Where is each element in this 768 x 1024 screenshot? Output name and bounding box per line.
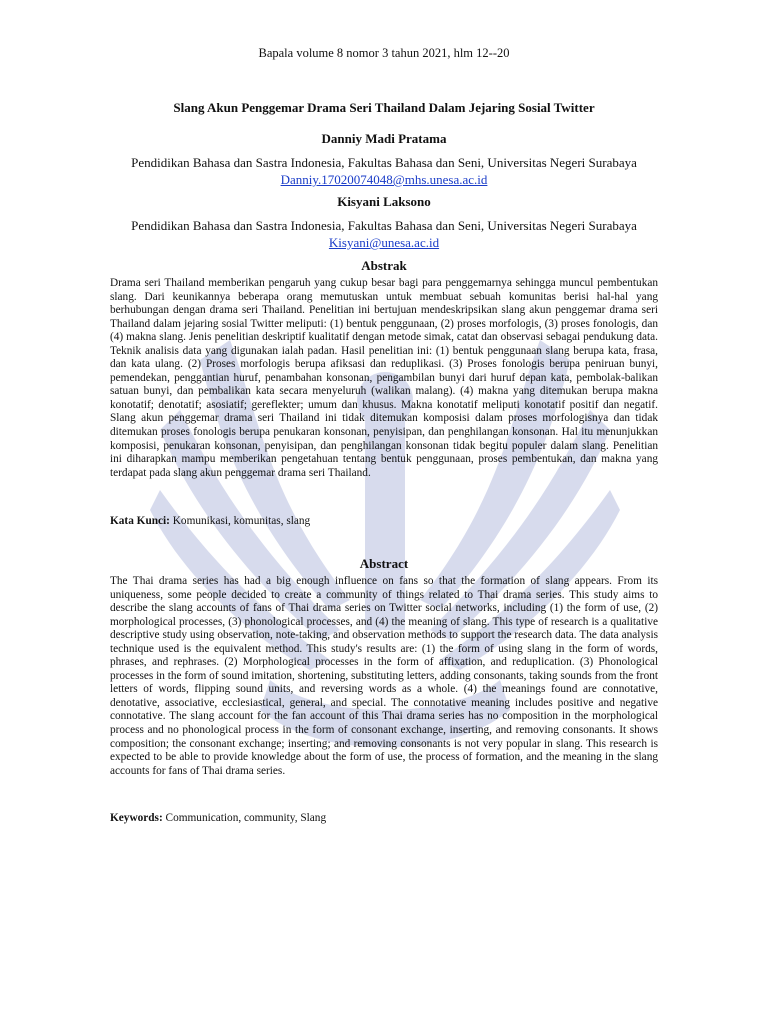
paper-title: Slang Akun Penggemar Drama Seri Thailand Dalam Jejaring Sosial Twitter — [173, 100, 595, 115]
abstract-heading: Abstract — [359, 556, 409, 571]
running-head: Bapala volume 8 nomor 3 tahun 2021, hlm 12--20 — [258, 46, 510, 60]
abstrak-body: Drama seri Thailand memberikan pengaruh yang cukup besar bagi para penggemarnya sehingga muncul pembentukan slang. Dari keunikannya beberapa orang memutuskan untuk membuat sebuah komunitas berisi hal-hal yang berhubungan dengan drama seri Thailand. Penelitian ini bertujuan mendeskripsikan slang akun penggemar drama seri Thailand dalam jejaring sosial Twitter meliputi: (1) bentuk penggunaan, (2) proses morfologis, (3) proses fonologis, dan (4) makna slang. Jenis penelitian deskriptif kualitatif dengan metode simak, catat dan observasi sebagai pendukung data. Teknik analisis data yang digunakan ialah padan. Hasil penelitian ini: (1) bentuk penggunaan slang berupa kata, frasa, dan kata ulang. (2) Proses morfologis berupa afiksasi dan reduplikasi. (3) Proses fonologis berupa peniruan bunyi, pemendekan, penggantian huruf, penambahan konsonan, pengambilan bunyi dari huruf depan kata, pembolak-balikan satuan bunyi, dan pembalikan kata secara menyeluruh (walikan malang). (4) makna yang ditemukan berupa makna konotatif; denotatif; asosiatif; gereflekter; umum dan khusus. Makna konotatif meliputi konotatif positif dan negatif. Slang akun penggemar drama seri Thailand ini tidak ditemukan komposisi dalam proses morfologisnya dan tidak ditemukan proses fonologis berupa penukaran konsonan, penyisipan, dan penghilangan konsonan. Hal itu menunjukkan komposisi, penukaran konsonan, penyisipan, dan penghilangan konsonan tidak begitu populer dalam slang. Penelitian ini diharapkan mampu memberikan pengetahuan tentang bentuk penggunaan, proses pembentukan, dan makna yang terdapat pada slang akun penggemar drama seri Thailand. — [110, 277, 658, 479]
keywords-label: Kata Kunci: — [110, 515, 170, 527]
author-block-2 — [0, 194, 768, 252]
abstract-keywords — [110, 812, 658, 826]
keywords-text: Communication, community, Slang — [162, 812, 327, 824]
keywords-text: Komunikasi, komunitas, slang — [169, 515, 311, 527]
author-affiliation: Pendidikan Bahasa dan Sastra Indonesia, Fakultas Bahasa dan Seni, Universitas Negeri Surabaya — [131, 218, 637, 233]
author-name: Danniy Madi Pratama — [321, 131, 447, 146]
abstrak-heading: Abstrak — [361, 258, 407, 273]
author-name: Kisyani Laksono — [337, 194, 431, 209]
author-email-link[interactable]: Kisyani@unesa.ac.id — [328, 235, 440, 250]
author-affiliation: Pendidikan Bahasa dan Sastra Indonesia, Fakultas Bahasa dan Seni, Universitas Negeri Surabaya — [131, 155, 637, 170]
author-email-link[interactable]: Danniy.17020074048@mhs.unesa.ac.id — [280, 172, 488, 187]
abstract-body: The Thai drama series has had a big enough influence on fans so that the formation of slang appears. From its uniqueness, some people decided to create a community of things related to Thai drama series. This study aims to describe the slang accounts of fans of Thai drama series on Twitter social networks, including (1) the form of use, (2) morphological processes, (3) phonological processes, and (4) the meaning of slang. This type of research is a qualitative descriptive study using observation, note-taking, and observation methods to support the research data. The data analysis technique used is the equivalent method. This study's results are: (1) the form of using slang in the form of words, phrases, and rephrases. (2) Morphological processes in the form of affixation, and reduplication. (3) Phonological processes in the form of sound imitation, shortening, substituting letters, adding consonants, taking sounds from the front letters of words, flipping sound units, and reversing words as a whole. (4) the meanings found are connotative, denotative, associative, ecclesiastical, general, and special. The connotative meaning includes positive and negative connotative. The slang account for the fan account of this Thai drama series has no composition in the morphological process and no phonological process in the form of consonant exchange, inserting, and removing consonants. It shows composition; the consonant exchange; inserting; and removing consonants is not very popular in slang. This research is expected to be able to provide knowledge about the form of use, the process of formation, and the meaning in the slang accounts for fans of Thai drama series. — [110, 575, 658, 777]
keywords-label: Keywords: — [110, 812, 163, 824]
abstrak-keywords — [110, 515, 658, 529]
author-block-1 — [0, 131, 768, 189]
